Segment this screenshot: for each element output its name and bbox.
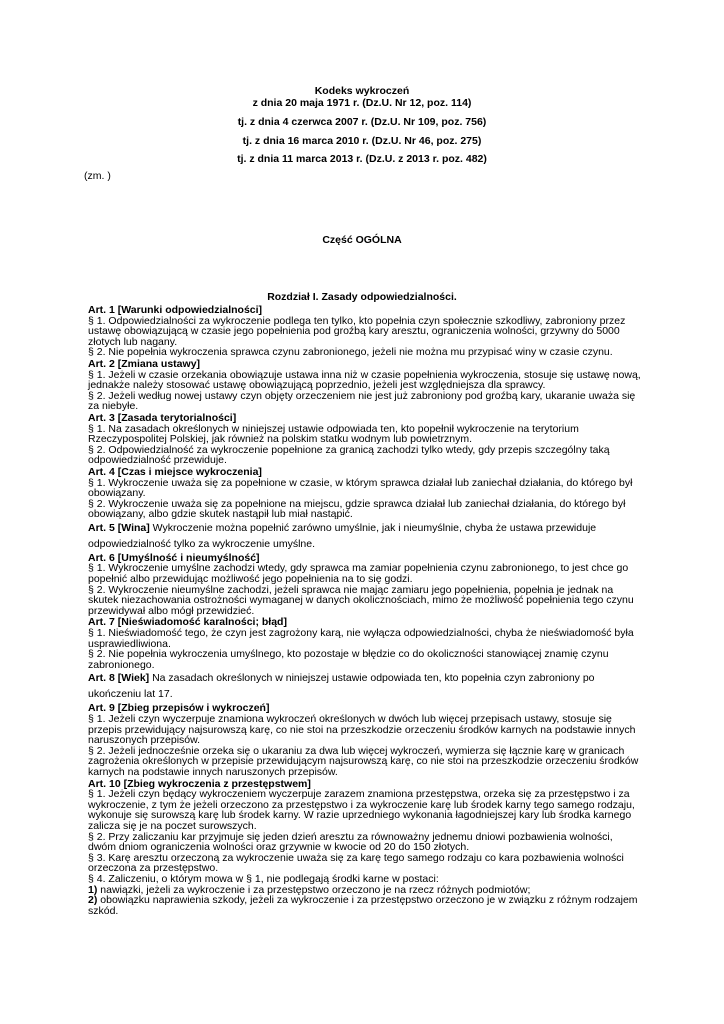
paragraph: § 2. Wykroczenie uważa się za popełnione na miejscu, gdzie sprawca działał lub zaniechał działania, do którego był obowiązany, albo gdzie skutek nastąpił lub miał nastąpić. xyxy=(88,497,626,521)
consolidated-text-line: tj. z dnia 4 czerwca 2007 r. (Dz.U. Nr 109, poz. 756) xyxy=(237,116,487,128)
consolidated-text-line: tj. z dnia 16 marca 2010 r. (Dz.U. Nr 46, poz. 275) xyxy=(242,135,482,147)
list-item-text: obowiązku naprawienia szkody, jeżeli za wykroczenie i za przestępstwo orzeczono je w związku z różnym rodzajem szkód. xyxy=(88,894,638,917)
paragraph: § 2. Jeżeli według nowej ustawy czyn objęty orzeczeniem nie jest już zabroniony pod groźbą kary, ukaranie uważa się za niebyłe. xyxy=(88,389,636,413)
paragraph: § 1. Jeżeli w czasie orzekania obowiązuje ustawa inna niż w czasie popełnienia wykroczenia, stosuje się ustawę nową, jednakże należy stosować ustawę obowiązującą poprzednio, jeżeli jest względniejsza dla sprawcy. xyxy=(88,368,641,392)
paragraph: § 2. Przy zaliczaniu kar przyjmuje się jeden dzień aresztu za równoważny jednemu dniowi pozbawienia wolności, dwóm dniom ograniczenia wolności oraz grzywnie w kwocie od 20 do 150 złotych. xyxy=(88,830,613,854)
paragraph: § 1. Jeżeli czyn wyczerpuje znamiona wykroczeń określonych w dwóch lub więcej przepisach ustawy, stosuje się przepis przewidujący najsurowszą karę, co nie stoi na przeszkodzie orzeczeniu środków karnych na podstawie innych naruszonych przepisów. xyxy=(88,713,636,747)
paragraph: § 2. Nie popełnia wykroczenia umyślnego, kto pozostaje w błędzie co do okoliczności stanowiącej znamię czynu zabronionego. xyxy=(88,648,609,671)
article-label: Art. 8 [Wiek] xyxy=(88,672,150,685)
article-text: Wykroczenie można popełnić zarówno umyślnie, jak i nieumyślnie, chyba że ustawa przewiduje odpowiedzialność tylko za wykroczenie umyślne. xyxy=(88,521,597,550)
paragraph: § 4. Zaliczeniu, o którym mowa w § 1, nie podlegają środki karne w postaci: xyxy=(88,872,439,885)
paragraph: § 2. Odpowiedzialność za wykroczenie popełnione za granicą zachodzi tylko wtedy, gdy przepis szczególny taką odpowiedzialność przewiduje. xyxy=(88,443,610,467)
list-item-number: 1) xyxy=(88,883,98,896)
amendments-note: (zm. ) xyxy=(84,170,111,182)
document-date-line: z dnia 20 maja 1971 r. (Dz.U. Nr 12, poz. 114) xyxy=(252,97,472,109)
list-item-text: nawiązki, jeżeli za wykroczenie i za przestępstwo orzeczono je na rzecz różnych podmiotów; xyxy=(97,883,531,896)
paragraph: § 1. Jeżeli czyn będący wykroczeniem wyczerpuje zarazem znamiona przestępstwa, orzeka się za przestępstwo i za wykroczenie, z tym że jeżeli orzeczono za przestępstwo i za wykroczenie karę lub środek karny tego samego rodzaju, wykonuje się surowszą karę lub środek karny. W razie uprzedniego wykonania łagodniejszej kary lub środka karnego zalicza się je na poczet surowszych. xyxy=(88,788,635,832)
part-title: Część OGÓLNA xyxy=(322,234,402,246)
article-inline xyxy=(84,670,642,702)
article-inline xyxy=(84,520,642,552)
article-heading: Art. 7 [Nieświadomość karalności; błąd] xyxy=(88,616,287,629)
paragraph: § 1. Na zasadach określonych w niniejszej ustawie odpowiada ten, kto popełnił wykroczenie na terytorium Rzeczypospolitej Polskiej, jak również na polskim statku wodnym lub powietrznym. xyxy=(88,422,579,446)
consolidated-text-line: tj. z dnia 11 marca 2013 r. (Dz.U. z 2013 r. poz. 482) xyxy=(237,153,487,165)
paragraph: § 1. Nieświadomość tego, że czyn jest zagrożony karą, nie wyłącza odpowiedzialności, chyba że nieświadomość była usprawiedliwiona. xyxy=(88,627,634,650)
article-heading: Art. 9 [Zbieg przepisów i wykroczeń] xyxy=(88,702,270,715)
article-heading: Art. 4 [Czas i miejsce wykroczenia] xyxy=(88,465,262,478)
article-heading: Art. 2 [Zmiana ustawy] xyxy=(88,357,201,370)
list-item-number: 2) xyxy=(88,894,98,907)
list-item xyxy=(84,895,642,916)
paragraph: § 2. Nie popełnia wykroczenia sprawca czynu zabronionego, jeżeli nie można mu przypisać winy w czasie czynu. xyxy=(88,346,613,359)
article-heading: Art. 3 [Zasada terytorialności] xyxy=(88,411,237,424)
paragraph: § 1. Wykroczenie uważa się za popełnione w czasie, w którym sprawca działał lub zaniechał działania, do którego był obowiązany. xyxy=(88,476,633,500)
article-heading: Art. 10 [Zbieg wykroczenia z przestępstwem] xyxy=(88,777,311,790)
chapter-title: Rozdział I. Zasady odpowiedzialności. xyxy=(267,291,457,303)
paragraph: § 1. Wykroczenie umyślne zachodzi wtedy, gdy sprawca ma zamiar popełnienia czynu zabronionego, to jest chce go popełnić albo przewidując możliwość jego popełnienia na to się godzi. xyxy=(88,562,629,586)
article-text: Na zasadach określonych w niniejszej ustawie odpowiada ten, kto popełnia czyn zabroniony po ukończeniu lat 17. xyxy=(88,672,595,701)
paragraph: § 1. Odpowiedzialności za wykroczenie podlega ten tylko, kto popełnia czyn społecznie szkodliwy, zabroniony przez ustawę obowiązującą w czasie jego popełnienia pod groźbą kary aresztu, ograniczenia wolności, grzywny do 5000 złotych lub nagany. xyxy=(88,314,626,348)
paragraph: § 2. Wykroczenie nieumyślne zachodzi, jeżeli sprawca nie mając zamiaru jego popełnienia, popełnia je jednak na skutek niezachowania ostrożności wymaganej w danych okolicznościach, mimo że możliwość popełnienia tego czynu przewidywał albo mógł przewidzieć. xyxy=(88,583,634,617)
document-title: Kodeks wykroczeń xyxy=(314,85,410,97)
article-label: Art. 5 [Wina] xyxy=(88,521,150,534)
document-body xyxy=(84,304,642,916)
paragraph: § 2. Jeżeli jednocześnie orzeka się o ukaraniu za dwa lub więcej wykroczeń, wymierza się łącznie karę w granicach zagrożenia określonych w przepisie przewidującym najsurowszą karę, co nie stoi na przeszkodzie orzeczeniu środków karnych na podstawie innych naruszonych przepisów. xyxy=(88,744,639,778)
paragraph: § 3. Karę aresztu orzeczoną za wykroczenie uważa się za karę tego samego rodzaju co kara pozbawienia wolności orzeczona za przestępstwo. xyxy=(88,851,624,875)
article-heading: Art. 6 [Umyślność i nieumyślność] xyxy=(88,551,260,564)
article-heading: Art. 1 [Warunki odpowiedzialności] xyxy=(88,304,263,316)
